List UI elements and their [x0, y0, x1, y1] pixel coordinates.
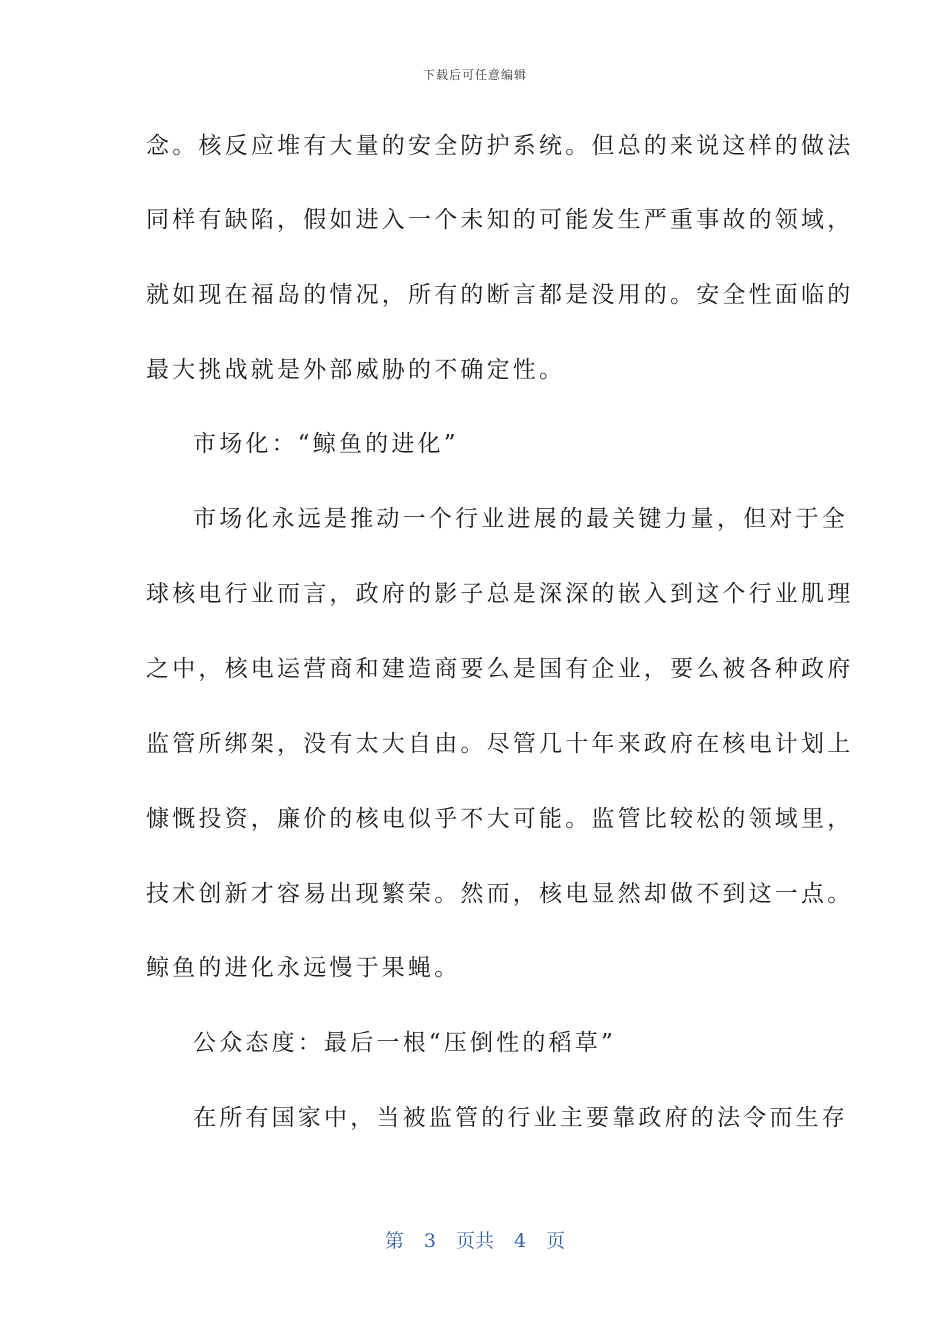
body-line-1: 念。核反应堆有大量的安全防护系统。但总的来说这样的做法 — [146, 133, 854, 159]
body-line-2: 同样有缺陷，假如进入一个未知的可能发生严重事故的领域， — [146, 207, 854, 233]
header-note: 下载后可任意编辑 — [422, 68, 527, 82]
body-line-14: 在所有国家中，当被监管的行业主要靠政府的法令而生存 — [193, 1105, 848, 1131]
body-line-4: 最大挑战就是外部威胁的不确定性。 — [146, 357, 566, 383]
body-line-7: 球核电行业而言，政府的影子总是深深的嵌入到这个行业肌理 — [146, 581, 854, 607]
body-line-12: 鲸鱼的进化永远慢于果蝇。 — [146, 955, 461, 981]
body-line-9: 监管所绑架，没有太大自由。尽管几十年来政府在核电计划上 — [146, 731, 854, 757]
body-line-11: 技术创新才容易出现繁荣。然而，核电显然却做不到这一点。 — [146, 881, 854, 907]
body-line-6: 市场化永远是推动一个行业进展的最关键力量，但对于全 — [193, 506, 848, 532]
body-line-8: 之中，核电运营商和建造商要么是国有企业，要么被各种政府 — [146, 656, 854, 682]
page-number: 第 3 页共 4 页 — [384, 1230, 566, 1252]
body-line-3: 就如现在福岛的情况，所有的断言都是没用的。安全性面临的 — [146, 282, 854, 308]
section-heading-marketization: 市场化：“鲸鱼的进化” — [193, 431, 459, 457]
body-line-10: 慷慨投资，廉价的核电似乎不大可能。监管比较松的领域里， — [146, 806, 854, 832]
section-heading-public-attitude: 公众态度：最后一根“压倒性的稻草” — [193, 1030, 616, 1056]
